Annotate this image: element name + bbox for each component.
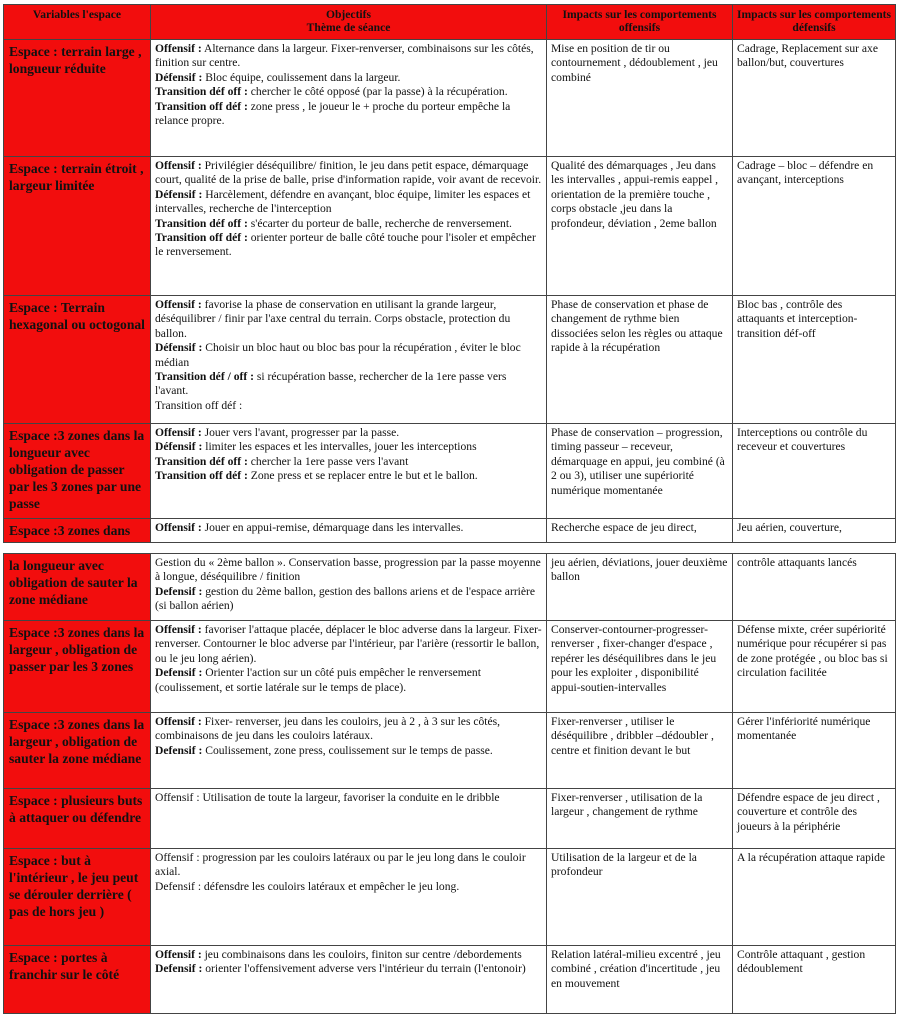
objectif-text: limiter les espaces et les intervalles, jouer les interceptions — [202, 440, 477, 454]
objectif-label: Transition déf off : — [155, 216, 248, 230]
table-part-2 — [3, 553, 896, 1014]
objectif-text: orienter porteur de balle côté touche pour l'isoler et empêcher le renversement. — [155, 231, 536, 259]
table-row — [4, 296, 896, 424]
objectif-text: Alternance dans la largeur. Fixer-renverser, combinaisons sur les côtés, finition sur centre. — [155, 42, 534, 70]
header-objectifs-line2: Thème de séance — [306, 21, 391, 34]
impacts-defensifs-cell: Jeu aérien, couverture, — [733, 519, 896, 543]
objectif-label: Offensif : — [155, 159, 202, 172]
objectifs-cell — [151, 296, 547, 424]
variable-cell: Espace : plusieurs buts à attaquer ou défendre — [4, 789, 151, 849]
impacts-defensifs-cell: Bloc bas , contrôle des attaquants et interception-transition déf-off — [733, 296, 896, 424]
objectif-line — [155, 521, 542, 535]
objectif-label: Offensif : — [155, 715, 202, 728]
objectif-text: Privilégier déséquilibre/ finition, le jeu dans petit espace, démarquage court, qualité de la prise de balle, prise d'information rapide, voir avant de recevoir. — [155, 159, 542, 187]
objectif-line — [155, 42, 542, 71]
impacts-defensifs-cell: Interceptions ou contrôle du receveur et couvertures — [733, 424, 896, 519]
objectif-text: favorise la phase de conservation en utilisant la grande largeur, déséquilibrer / finir par l'axe central du terrain. Corps obstacle, protection du ballon. — [155, 298, 511, 340]
objectif-text: Zone press et se replacer entre le but et le ballon. — [247, 469, 478, 483]
objectif-label: Offensif : — [155, 521, 202, 534]
objectif-text: jeu combinaisons dans les couloirs, finiton sur centre /debordements — [201, 948, 522, 961]
impacts-offensifs-cell: Fixer-renverser , utilisation de la largeur , changement de rythme — [547, 789, 733, 849]
table-row — [4, 40, 896, 157]
variable-cell: Espace : but à l'intérieur , le jeu peut se dérouler derrière ( pas de hors jeu ) — [4, 849, 151, 946]
objectif-line — [155, 399, 542, 413]
objectif-text: Offensif : Utilisation de toute la largeur, favoriser la conduite en le dribble — [155, 791, 500, 804]
objectif-text: Defensif : défensdre les couloirs latéraux et empêcher le jeu long. — [155, 879, 460, 893]
table-row — [4, 554, 896, 621]
objectif-text: favoriser l'attaque placée, déplacer le bloc adverse dans la largeur. Fixer-renverser. Contourner le bloc adverse par l'intérieur, par l'arière (ressortir le ballon, ou le jeu long aérien). — [155, 623, 542, 665]
objectif-line — [155, 962, 542, 976]
impacts-defensifs-cell: Cadrage – bloc – défendre en avançant, interceptions — [733, 157, 896, 296]
impacts-offensifs-cell: jeu aérien, déviations, jouer deuxième ballon — [547, 554, 733, 621]
table-row — [4, 713, 896, 789]
variable-cell: Espace :3 zones dans la longueur avec obligation de passer par les 3 zones par une passe — [4, 424, 151, 519]
objectif-label: Defensif : — [155, 666, 203, 680]
objectif-label: Transition off déf : — [155, 99, 248, 113]
objectif-label: Defensif : — [155, 584, 203, 598]
impacts-offensifs-cell: Relation latéral-milieu excentré , jeu combiné , création d'incertitude , jeu en mouvement — [547, 946, 733, 1014]
objectif-text: Harcèlement, défendre en avançant, bloc équipe, limiter les espaces et intervalles, recherche de l'interception — [155, 187, 531, 216]
objectif-label: Offensif : — [155, 42, 202, 55]
objectif-label: Offensif : — [155, 623, 202, 636]
table-row — [4, 849, 896, 946]
objectif-line — [155, 440, 542, 454]
variable-cell: Espace : portes à franchir sur le côté — [4, 946, 151, 1014]
objectif-line — [155, 666, 542, 695]
impacts-defensifs-cell: Contrôle attaquant , gestion dédoublement — [733, 946, 896, 1014]
objectif-label: Offensif : — [155, 948, 202, 961]
objectif-text: Orienter l'action sur un côté puis empêcher le renversement (coulissement, et sortie latérale sur le temps de place). — [155, 666, 481, 694]
impacts-offensifs-cell: Phase de conservation et phase de changement de rythme bien dissociées selon les règles ou attaque rapide à la récupération — [547, 296, 733, 424]
table-row — [4, 519, 896, 543]
objectif-label: Défensif : — [155, 70, 203, 84]
objectif-text: chercher le côté opposé (par la passe) à la récupération. — [247, 85, 508, 99]
objectif-line — [155, 585, 542, 614]
header-impacts-offensifs: Impacts sur les comportements offensifs — [547, 5, 733, 40]
objectif-line — [155, 85, 542, 99]
objectif-label: Transition déf off : — [155, 85, 248, 99]
objectif-text: Fixer- renverser, jeu dans les couloirs, jeu à 2 , à 3 sur les côtés, combinaisons de jeu dans les couloirs latéraux. — [155, 715, 501, 743]
variable-cell: Espace : Terrain hexagonal ou octogonal — [4, 296, 151, 424]
table-row — [4, 946, 896, 1014]
objectif-text: zone press , le joueur le + proche du porteur empêche la relance propre. — [155, 99, 511, 128]
impacts-offensifs-cell: Mise en position de tir ou contournement , dédoublement , jeu combiné — [547, 40, 733, 157]
objectifs-cell — [151, 157, 547, 296]
objectifs-cell — [151, 849, 547, 946]
objectif-line — [155, 71, 542, 85]
variable-cell: Espace : terrain large , longueur réduite — [4, 40, 151, 157]
objectif-label: Transition déf / off : — [155, 370, 254, 384]
objectifs-cell — [151, 789, 547, 849]
objectif-label: Défensif : — [155, 341, 203, 355]
table-row — [4, 621, 896, 713]
objectif-label: Défensif : — [155, 440, 203, 454]
table-row — [4, 789, 896, 849]
objectif-text: Offensif : progression par les couloirs latéraux ou par le jeu long dans le couloir axial. — [155, 851, 526, 879]
objectif-text: Coulissement, zone press, coulissement sur le temps de passe. — [202, 743, 493, 757]
objectifs-cell — [151, 713, 547, 789]
objectif-line — [155, 851, 542, 880]
variable-cell: Espace :3 zones dans la largeur , obligation de sauter la zone médiane — [4, 713, 151, 789]
objectif-text: Transition off déf : — [155, 398, 243, 412]
objectif-line — [155, 880, 542, 894]
objectif-line — [155, 188, 542, 217]
impacts-offensifs-cell: Qualité des démarquages , Jeu dans les intervalles , appui-remis eappel , orientation de la première touche , corps obstacle ,jeu dans la profondeur, déviation , 2eme ballon — [547, 157, 733, 296]
objectif-label: Offensif : — [155, 298, 202, 311]
variable-cell: Espace :3 zones dans — [4, 519, 151, 543]
objectif-text: si récupération basse, rechercher de la 1ere passe vers l'avant. — [155, 370, 507, 398]
objectif-text: Jouer en appui-remise, démarquage dans les intervalles. — [201, 521, 464, 534]
objectifs-cell — [151, 946, 547, 1014]
impacts-defensifs-cell: contrôle attaquants lancés — [733, 554, 896, 621]
objectif-line — [155, 715, 542, 744]
objectifs-cell — [151, 519, 547, 543]
impacts-offensifs-cell: Fixer-renverser , utiliser le déséquilibre , dribbler –dédoubler , centre et finition devant le but — [547, 713, 733, 789]
objectif-label: Transition off déf : — [155, 231, 248, 245]
objectif-line — [155, 426, 542, 440]
objectif-line — [155, 948, 542, 962]
objectif-text: chercher la 1ere passe vers l'avant — [247, 454, 409, 468]
objectif-text: Gestion du « 2ème ballon ». Conservation basse, progression par la passe moyenne à longue, déséquilibre / finition — [155, 556, 541, 584]
objectifs-cell — [151, 40, 547, 157]
objectif-label: Offensif : — [155, 426, 202, 439]
impacts-offensifs-cell: Utilisation de la largeur et de la profondeur — [547, 849, 733, 946]
objectif-line — [155, 556, 542, 585]
objectifs-cell — [151, 424, 547, 519]
objectif-text: orienter l'offensivement adverse vers l'intérieur du terrain (l'entonoir) — [202, 962, 526, 976]
header-impacts-defensifs: Impacts sur les comportements défensifs — [733, 5, 896, 40]
objectif-label: Defensif : — [155, 743, 203, 757]
table-part-1 — [3, 4, 896, 543]
objectif-label: Transition off déf : — [155, 469, 248, 483]
variable-cell: Espace :3 zones dans la largeur , obligation de passer par les 3 zones — [4, 621, 151, 713]
impacts-offensifs-cell: Recherche espace de jeu direct, — [547, 519, 733, 543]
table-row — [4, 157, 896, 296]
objectif-line — [155, 298, 542, 341]
impacts-defensifs-cell: Défense mixte, créer supériorité numérique pour récupérer si pas de zone protégée , ou bloc bas si circulation facilitée — [733, 621, 896, 713]
objectif-text: s'écarter du porteur de balle, recherche de renversement. — [247, 216, 512, 230]
objectif-line — [155, 744, 542, 758]
header-row — [4, 5, 896, 40]
objectif-text: Jouer vers l'avant, progresser par la passe. — [201, 426, 400, 439]
objectif-line — [155, 370, 542, 399]
header-objectifs-line1: Objectifs — [325, 8, 372, 21]
header-variables: Variables l'espace — [4, 5, 151, 40]
impacts-defensifs-cell: Défendre espace de jeu direct , couverture et contrôle des joueurs à la périphérie — [733, 789, 896, 849]
objectif-line — [155, 623, 542, 666]
objectif-line — [155, 231, 542, 260]
objectif-line — [155, 159, 542, 188]
objectif-line — [155, 341, 542, 370]
impacts-offensifs-cell: Conserver-contourner-progresser-renverser , fixer-changer d'espace , repérer les déséquilibres dans le jeu pour les exploiter , disponibilité appui-soutien-intervalles — [547, 621, 733, 713]
objectif-label: Transition déf off : — [155, 454, 248, 468]
objectif-line — [155, 791, 542, 805]
objectifs-cell — [151, 621, 547, 713]
variable-cell: la longueur avec obligation de sauter la zone médiane — [4, 554, 151, 621]
header-objectifs — [151, 5, 547, 40]
impacts-defensifs-cell: Gérer l'infériorité numérique momentanée — [733, 713, 896, 789]
objectif-text: Choisir un bloc haut ou bloc bas pour la récupération , éviter le bloc médian — [155, 341, 521, 369]
objectif-line — [155, 469, 542, 483]
objectif-text: gestion du 2ème ballon, gestion des ballons ariens et de l'espace arrière (si ballon aérien) — [155, 584, 536, 613]
objectif-label: Défensif : — [155, 187, 203, 201]
objectif-line — [155, 100, 542, 129]
objectif-label: Defensif : — [155, 962, 203, 976]
impacts-offensifs-cell: Phase de conservation – progression, timing passeur – receveur, démarquage en appui, jeu combiné (à 2 ou 3), utiliser une supériorité numérique momentanée — [547, 424, 733, 519]
objectif-line — [155, 455, 542, 469]
objectif-text: Bloc équipe, coulissement dans la largeur. — [202, 70, 401, 84]
impacts-defensifs-cell: A la récupération attaque rapide — [733, 849, 896, 946]
objectifs-cell — [151, 554, 547, 621]
objectif-line — [155, 217, 542, 231]
table-row — [4, 424, 896, 519]
variable-cell: Espace : terrain étroit , largeur limitée — [4, 157, 151, 296]
impacts-defensifs-cell: Cadrage, Replacement sur axe ballon/but, couvertures — [733, 40, 896, 157]
